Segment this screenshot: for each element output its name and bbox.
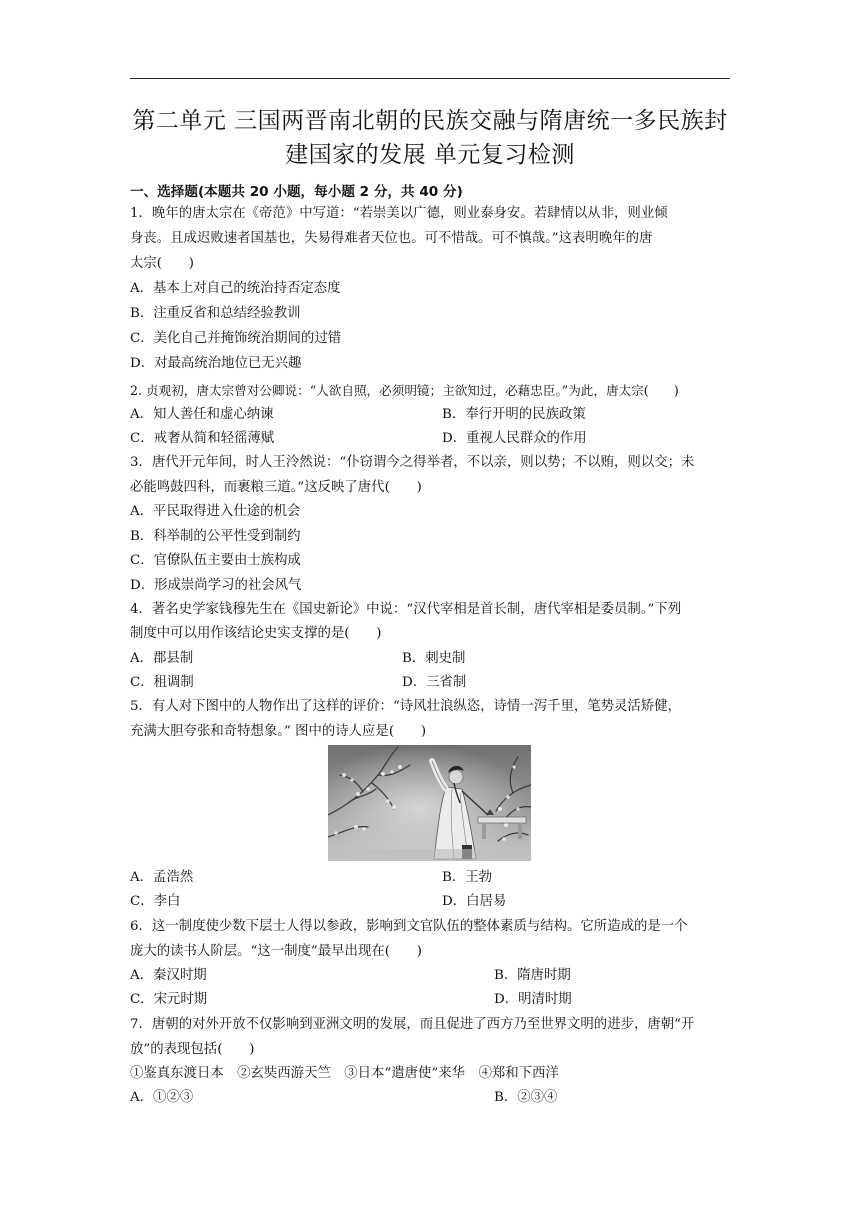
question-6-option-b: B．隋唐时期 bbox=[494, 968, 571, 983]
question-4-option-b: B．刺史制 bbox=[402, 651, 466, 666]
question-2-option-d: D．重视人民群众的作用 bbox=[442, 431, 587, 446]
question-3-option-c: C．官僚队伍主要由士族构成 bbox=[130, 553, 301, 568]
question-3-option-d: D．形成崇尚学习的社会风气 bbox=[130, 578, 302, 593]
question-4-option-c: C．租调制 bbox=[130, 675, 194, 690]
question-6-stem-line-2: 庞大的读书人阶层。“这一制度”最早出现在( ) bbox=[130, 944, 422, 959]
question-5-option-d: D．白居易 bbox=[442, 894, 507, 909]
question-3-stem-line-2: 必能鸣鼓四科，而裹粮三道。”这反映了唐代( ) bbox=[130, 480, 422, 495]
poet-painting bbox=[328, 745, 531, 861]
question-6-option-c: C．宋元时期 bbox=[130, 992, 208, 1007]
question-1-option-c: C．美化自己并掩饰统治期间的过错 bbox=[130, 331, 342, 346]
question-1-stem-line-1: 1．晚年的唐太宗在《帝范》中写道：“若崇美以广德，则业泰身安。若肆情以从非，则业倾 bbox=[130, 206, 668, 221]
question-1-stem-line-2: 身丧。且成迟败速者国基也，失易得难者天位也。可不惜哉。可不慎哉。”这表明晚年的唐 bbox=[130, 231, 653, 246]
question-5-option-a: A．孟浩然 bbox=[130, 870, 194, 885]
question-4-option-a: A．郡县制 bbox=[130, 651, 194, 666]
question-1-option-b: B．注重反省和总结经验教训 bbox=[130, 306, 301, 321]
question-2-stem: 2. 贞观初，唐太宗曾对公卿说：“人欲自照，必须明镜；主欲知过，必藉忠臣。”为此，唐太宗( ) bbox=[130, 383, 679, 398]
question-6-option-d: D．明清时期 bbox=[494, 992, 572, 1007]
question-4-option-d: D．三省制 bbox=[402, 675, 467, 690]
question-7-stem-line-2: 放”的表现包括( ) bbox=[130, 1042, 255, 1057]
question-5-stem-line-1: 5．有人对下图中的人物作出了这样的评价：“诗风壮浪纵恣，诗情一泻千里，笔势灵活矫健， bbox=[130, 699, 681, 714]
page-title-line-2: 建国家的发展 单元复习检测 bbox=[285, 142, 575, 168]
question-2-option-a: A．知人善任和虚心纳谏 bbox=[130, 407, 274, 422]
question-6-option-a: A．秦汉时期 bbox=[130, 968, 207, 983]
question-3-option-b: B．科举制的公平性受到制约 bbox=[130, 529, 301, 544]
question-5-stem-line-2: 充满大胆夸张和奇特想象。” 图中的诗人应是( ) bbox=[130, 724, 427, 739]
section-heading: 一、选择题(本题共 20 小题，每小题 2 分，共 40 分) bbox=[130, 184, 463, 200]
question-3-stem-line-1: 3．唐代开元年间，时人王泠然说：“仆窃谓今之得举者，不以亲，则以势；不以贿，则以交；未 bbox=[130, 455, 695, 470]
question-4-stem-line-1: 4．著名史学家钱穆先生在《国史新论》中说：“汉代宰相是首长制，唐代宰相是委员制。”下列 bbox=[130, 602, 682, 617]
question-3-option-a: A．平民取得进入仕途的机会 bbox=[130, 504, 301, 519]
question-5-option-c: C．李白 bbox=[130, 894, 181, 909]
question-7-items: ①鉴真东渡日本 ②玄奘西游天竺 ③日本“遣唐使”来华 ④郑和下西洋 bbox=[130, 1066, 559, 1081]
question-1-stem-line-3: 太宗( ) bbox=[130, 256, 195, 271]
question-2-option-b: B．奉行开明的民族政策 bbox=[442, 407, 586, 422]
question-4-stem-line-2: 制度中可以用作该结论史实支撑的是( ) bbox=[130, 626, 382, 641]
header-rule bbox=[130, 78, 730, 79]
question-7-option-a: A．①②③ bbox=[130, 1090, 194, 1105]
question-6-stem-line-1: 6．这一制度使少数下层士人得以参政，影响到文官队伍的整体素质与结构。它所造成的是一个 bbox=[130, 919, 688, 934]
question-1-option-a: A．基本上对自己的统治持否定态度 bbox=[130, 281, 341, 296]
question-5-option-b: B．王勃 bbox=[442, 870, 493, 885]
question-2-option-c: C．戒奢从简和轻徭薄赋 bbox=[130, 431, 275, 446]
question-7-stem-line-1: 7．唐朝的对外开放不仅影响到亚洲文明的发展，而且促进了西方乃至世界文明的进步，唐朝“开 bbox=[130, 1017, 695, 1032]
question-7-option-b: B．②③④ bbox=[494, 1090, 558, 1105]
page-title-line-1: 第二单元 三国两晋南北朝的民族交融与隋唐统一多民族封 bbox=[132, 108, 728, 134]
question-1-option-d: D．对最高统治地位已无兴趣 bbox=[130, 356, 302, 371]
